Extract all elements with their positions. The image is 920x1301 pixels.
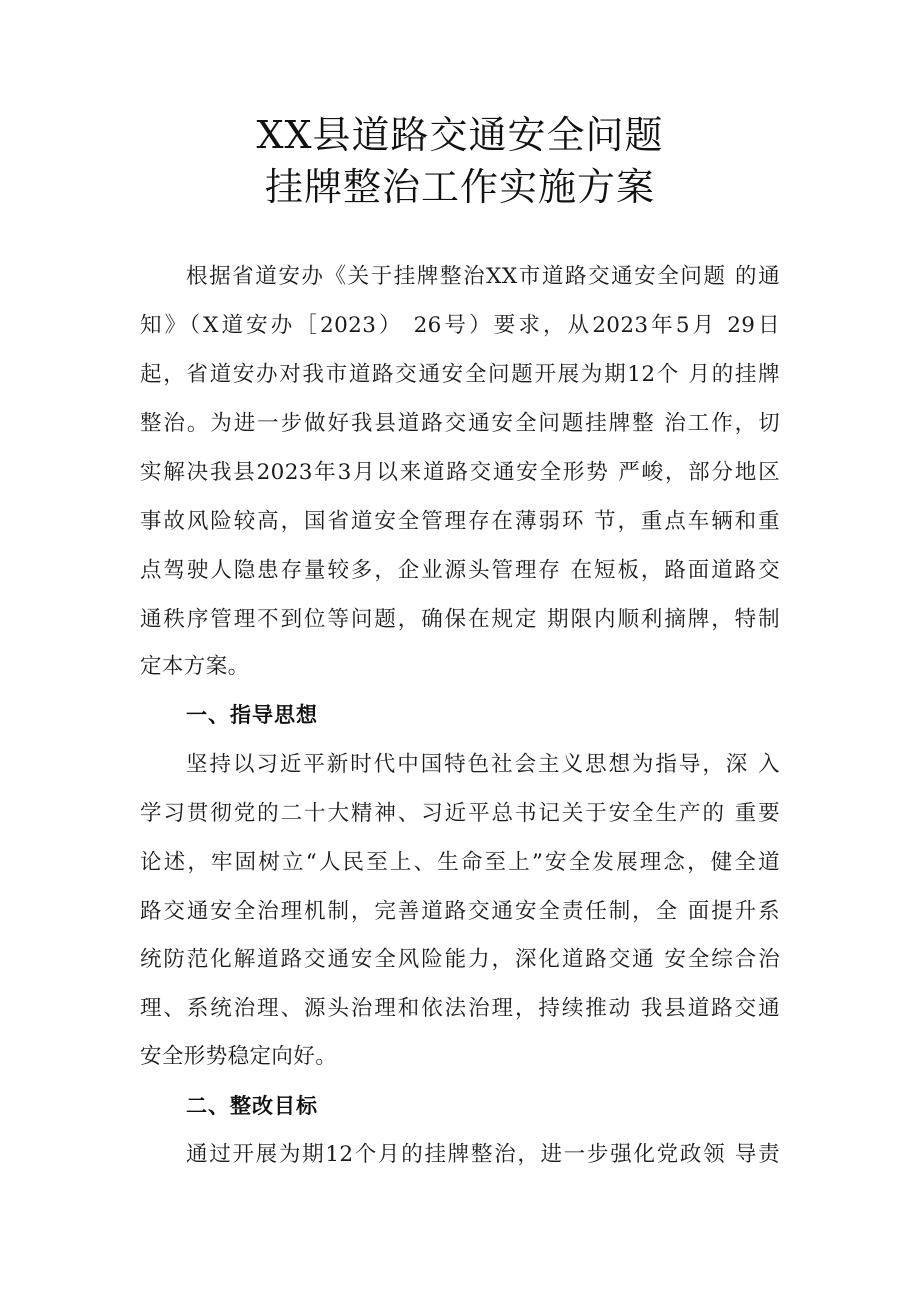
intro-line-6: 事故风险较高，国省道安全管理存在薄弱环 节，重点车辆和重	[140, 509, 780, 534]
section-heading-guiding-ideology: 一、指导思想	[186, 703, 318, 727]
intro-line-8: 通秩序管理不到位等问题，确保在规定 期限内顺利摘牌，特制	[140, 607, 780, 632]
intro-line-2: 知》（X道安办［2023） 26号）要求，从2023年5月 29日	[140, 313, 780, 338]
intro-line-3: 起，省道安办对我市道路交通安全问题开展为期12个 月的挂牌	[140, 362, 780, 387]
section2-line-1: 通过开展为期12个月的挂牌整治，进一步强化党政领 导责	[186, 1142, 780, 1167]
intro-line-5: 实解决我县2023年3月以来道路交通安全形势 严峻，部分地区	[140, 460, 780, 485]
document-title-line-1: XX县道路交通安全问题	[256, 113, 664, 157]
section1-line-4: 路交通安全治理机制，完善道路交通安全责任制，全 面提升系	[140, 899, 780, 924]
section1-line-1: 坚持以习近平新时代中国特色社会主义思想为指导，深 入	[186, 752, 780, 777]
intro-line-1: 根据省道安办《关于挂牌整治XX市道路交通安全问题 的通	[186, 264, 780, 289]
intro-line-7: 点驾驶人隐患存量较多，企业源头管理存 在短板，路面道路交	[140, 558, 780, 583]
document-title-line-2: 挂牌整治工作实施方案	[264, 165, 655, 209]
section1-line-7: 安全形势稳定向好。	[140, 1044, 338, 1069]
section1-line-2: 学习贯彻党的二十大精神、习近平总书记关于安全生产的 重要	[140, 801, 780, 826]
section1-line-5: 统防范化解道路交通安全风险能力，深化道路交通 安全综合治	[140, 947, 780, 972]
section-heading-rectification-goals: 二、整改目标	[186, 1094, 318, 1118]
intro-line-4: 整治。为进一步做好我县道路交通安全问题挂牌整 治工作，切	[140, 411, 780, 436]
intro-line-9: 定本方案。	[140, 654, 250, 679]
section1-line-6: 理、系统治理、源头治理和依法治理，持续推动 我县道路交通	[140, 996, 780, 1021]
section1-line-3: 论述，牢固树立“人民至上、生命至上”安全发展理念，健全道	[140, 850, 780, 875]
